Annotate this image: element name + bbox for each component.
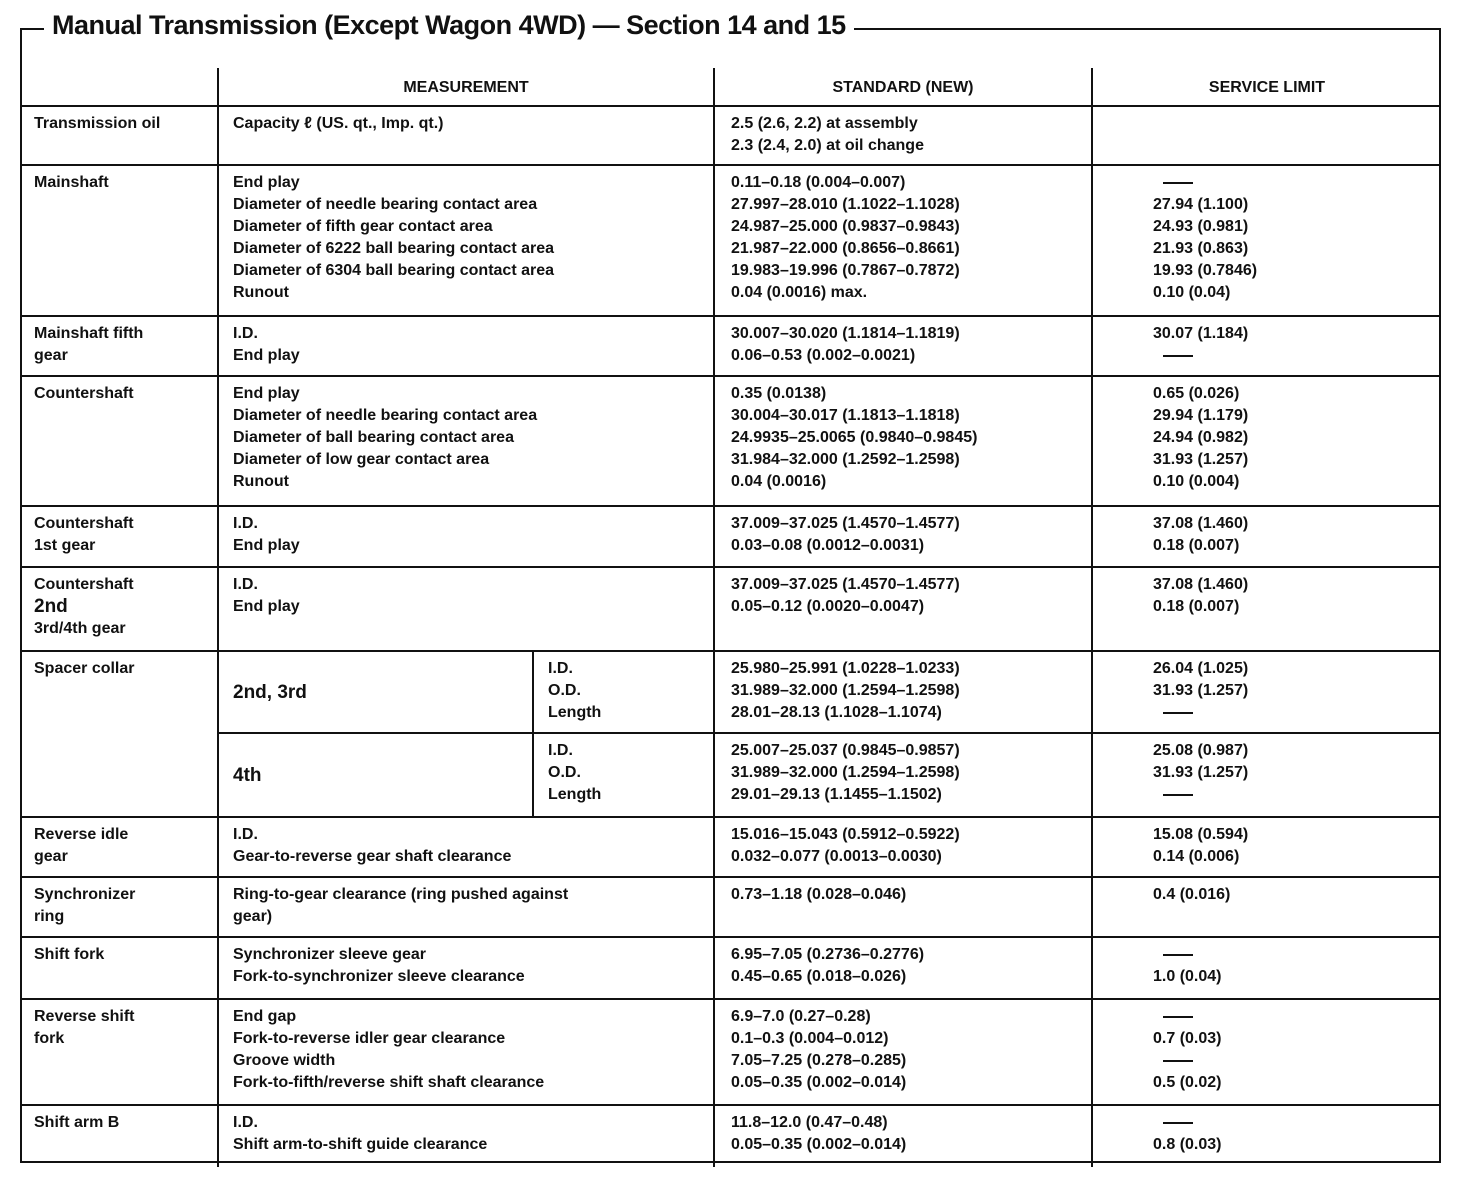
spacer-group-label: 4th: [218, 733, 533, 817]
standard-cell: 11.8–12.0 (0.47–0.48) 0.05–0.35 (0.002–0.014): [714, 1105, 1092, 1167]
item-cell: Reverse shift fork: [20, 999, 218, 1105]
standard-cell: 0.73–1.18 (0.028–0.046): [714, 877, 1092, 937]
no-limit-dash: [1163, 794, 1193, 796]
table-row: [20, 1105, 1441, 1167]
table-row: [20, 376, 1441, 506]
measurement-cell: End play Diameter of needle bearing contact area Diameter of fifth gear contact area Diameter of 6222 ball bearing contact area Diameter of 6304 ball bearing contact area Runout: [218, 165, 714, 316]
standard-cell: 15.016–15.043 (0.5912–0.5922) 0.032–0.077 (0.0013–0.0030): [714, 817, 1092, 877]
standard-cell: 0.35 (0.0138) 30.004–30.017 (1.1813–1.1818) 24.9935–25.0065 (0.9840–0.9845) 31.984–32.000 (1.2592–1.2598) 0.04 (0.0016): [714, 376, 1092, 506]
no-limit-dash: [1163, 712, 1193, 714]
header-service-limit: SERVICE LIMIT: [1092, 68, 1441, 106]
limit-cell: [1092, 106, 1441, 165]
standard-cell: 37.009–37.025 (1.4570–1.4577) 0.05–0.12 (0.0020–0.0047): [714, 567, 1092, 651]
table-row: [20, 506, 1441, 567]
table-row: [20, 817, 1441, 877]
no-limit-dash: [1163, 355, 1193, 357]
table-row: [20, 567, 1441, 651]
item-cell: Countershaft: [20, 376, 218, 506]
no-limit-dash: [1163, 954, 1193, 956]
measurement-cell: End gap Fork-to-reverse idler gear clearance Groove width Fork-to-fifth/reverse shift shaft clearance: [218, 999, 714, 1105]
limit-cell: 30.07 (1.184): [1092, 316, 1441, 376]
measurement-cell: I.D. End play: [218, 316, 714, 376]
limit-cell: 37.08 (1.460) 0.18 (0.007): [1092, 567, 1441, 651]
standard-cell: 6.9–7.0 (0.27–0.28) 0.1–0.3 (0.004–0.012) 7.05–7.25 (0.278–0.285) 0.05–0.35 (0.002–0.014): [714, 999, 1092, 1105]
standard-cell: 6.95–7.05 (0.2736–0.2776) 0.45–0.65 (0.018–0.026): [714, 937, 1092, 999]
table-row: [20, 165, 1441, 316]
limit-cell: 0.4 (0.016): [1092, 877, 1441, 937]
item-cell: Mainshaft: [20, 165, 218, 316]
item-cell: Countershaft 1st gear: [20, 506, 218, 567]
limit-cell: 37.08 (1.460) 0.18 (0.007): [1092, 506, 1441, 567]
measurement-cell: Capacity ℓ (US. qt., Imp. qt.): [218, 106, 714, 165]
standard-cell: 0.11–0.18 (0.004–0.007) 27.997–28.010 (1.1022–1.1028) 24.987–25.000 (0.9837–0.9843) 21.987–22.000 (0.8656–0.8661) 19.983–19.996 (0.7867–0.7872) 0.04 (0.0016) max.: [714, 165, 1092, 316]
section-title: Manual Transmission (Except Wagon 4WD) — Section 14 and 15: [44, 10, 854, 41]
limit-cell: 0.8 (0.03): [1092, 1105, 1441, 1167]
standard-cell: 2.5 (2.6, 2.2) at assembly 2.3 (2.4, 2.0) at oil change: [714, 106, 1092, 165]
header-row: [20, 68, 1441, 106]
header-standard: STANDARD (NEW): [714, 68, 1092, 106]
item-cell: Countershaft 2nd 3rd/4th gear: [20, 567, 218, 651]
limit-cell: 1.0 (0.04): [1092, 937, 1441, 999]
standard-cell: 37.009–37.025 (1.4570–1.4577) 0.03–0.08 (0.0012–0.0031): [714, 506, 1092, 567]
no-limit-dash: [1163, 1016, 1193, 1018]
measurement-cell: I.D. End play: [218, 567, 714, 651]
limit-cell: 27.94 (1.100) 24.93 (0.981) 21.93 (0.863) 19.93 (0.7846) 0.10 (0.04): [1092, 165, 1441, 316]
table-row: [20, 999, 1441, 1105]
table-row: [20, 937, 1441, 999]
measurement-cell: End play Diameter of needle bearing contact area Diameter of ball bearing contact area Diameter of low gear contact area Runout: [218, 376, 714, 506]
table-row: [20, 733, 1441, 817]
header-measurement: MEASUREMENT: [218, 68, 714, 106]
table-row: [20, 106, 1441, 165]
spec-table: [20, 68, 1441, 1167]
measurement-cell: I.D. Shift arm-to-shift guide clearance: [218, 1105, 714, 1167]
measurement-cell: I.D. Gear-to-reverse gear shaft clearance: [218, 817, 714, 877]
measurement-cell: Synchronizer sleeve gear Fork-to-synchronizer sleeve clearance: [218, 937, 714, 999]
limit-cell: 0.7 (0.03) 0.5 (0.02): [1092, 999, 1441, 1105]
item-cell: Spacer collar: [20, 651, 218, 817]
standard-cell: 30.007–30.020 (1.1814–1.1819) 0.06–0.53 (0.002–0.0021): [714, 316, 1092, 376]
limit-cell: 15.08 (0.594) 0.14 (0.006): [1092, 817, 1441, 877]
limit-cell: 26.04 (1.025) 31.93 (1.257): [1092, 651, 1441, 733]
table-row: [20, 316, 1441, 376]
item-cell: Transmission oil: [20, 106, 218, 165]
item-cell: Shift fork: [20, 937, 218, 999]
item-cell: Synchronizer ring: [20, 877, 218, 937]
no-limit-dash: [1163, 1060, 1193, 1062]
limit-cell: 0.65 (0.026) 29.94 (1.179) 24.94 (0.982) 31.93 (1.257) 0.10 (0.004): [1092, 376, 1441, 506]
table-row: [20, 651, 1441, 733]
item-cell: Reverse idle gear: [20, 817, 218, 877]
standard-cell: 25.007–25.037 (0.9845–0.9857) 31.989–32.000 (1.2594–1.2598) 29.01–29.13 (1.1455–1.1502): [714, 733, 1092, 817]
measurement-cell: I.D. End play: [218, 506, 714, 567]
item-cell: Shift arm B: [20, 1105, 218, 1167]
measurement-cell: Ring-to-gear clearance (ring pushed against gear): [218, 877, 714, 937]
dimension-cell: I.D. O.D. Length: [533, 651, 714, 733]
header-item: [20, 68, 218, 106]
limit-cell: 25.08 (0.987) 31.93 (1.257): [1092, 733, 1441, 817]
table-row: [20, 877, 1441, 937]
item-cell: Mainshaft fifth gear: [20, 316, 218, 376]
no-limit-dash: [1163, 182, 1193, 184]
standard-cell: 25.980–25.991 (1.0228–1.0233) 31.989–32.000 (1.2594–1.2598) 28.01–28.13 (1.1028–1.1074): [714, 651, 1092, 733]
spacer-group-label: 2nd, 3rd: [218, 651, 533, 733]
no-limit-dash: [1163, 1122, 1193, 1124]
dimension-cell: I.D. O.D. Length: [533, 733, 714, 817]
